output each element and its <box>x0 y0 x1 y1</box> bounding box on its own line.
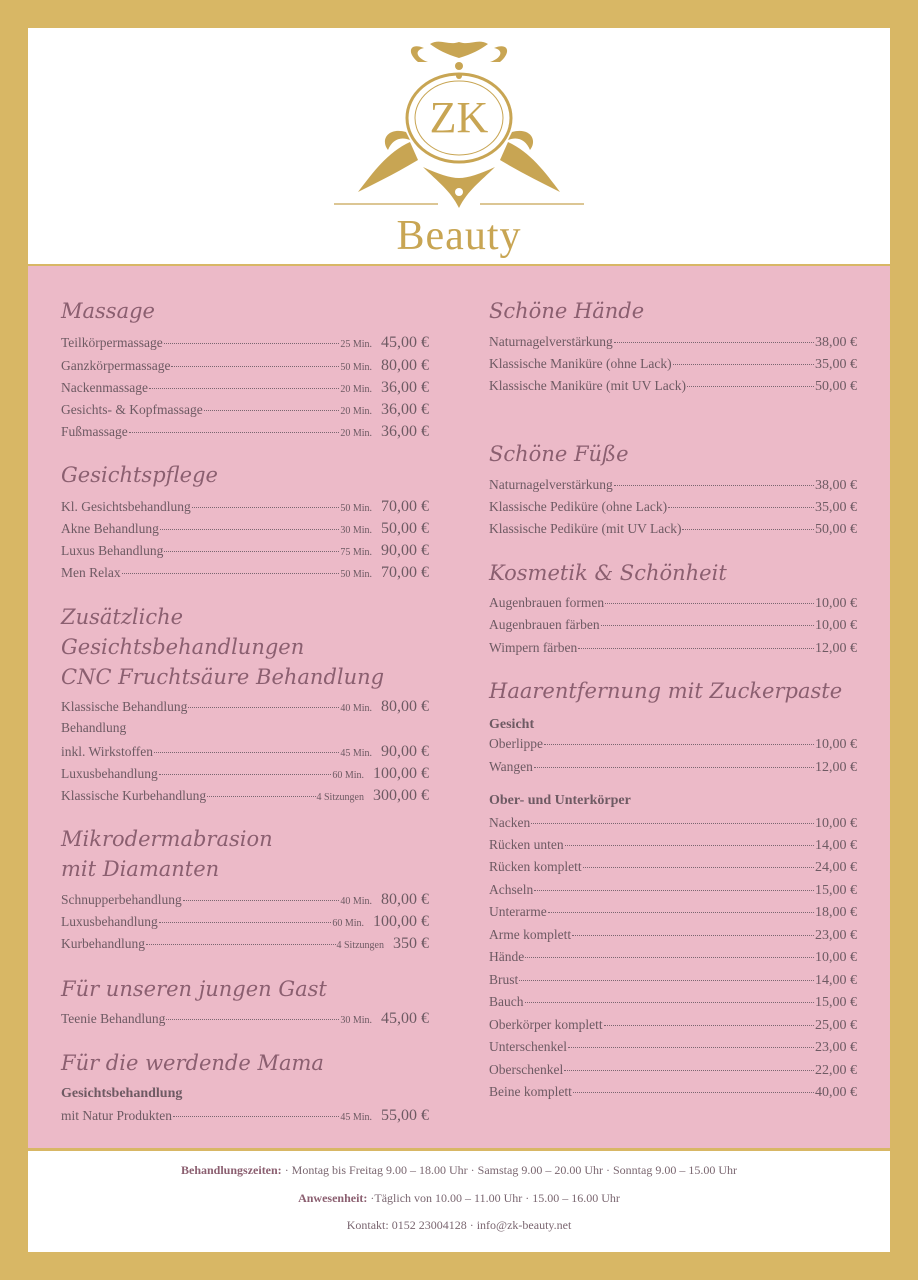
hours-label: Behandlungszeiten: <box>181 1163 282 1177</box>
header <box>28 28 890 264</box>
list-item: Achseln 15,00 € <box>489 882 857 898</box>
subhead-koerper: Ober- und Unterkörper <box>489 793 631 808</box>
section-title-fuesse: Schöne Füße <box>489 442 629 466</box>
section-title-zusaetzliche: Zusätzliche <box>61 605 184 629</box>
list-item: Gesichts- & Kopfmassage 20 Min. 36,00 € <box>61 401 429 418</box>
list-item: Wangen 12,00 € <box>489 759 857 775</box>
subhead-gesicht: Gesicht <box>489 717 535 732</box>
list-item: Schnupperbehandlung 40 Min. 80,00 € <box>61 891 429 908</box>
list-item: Nackenmassage 20 Min. 36,00 € <box>61 379 429 396</box>
price-list <box>28 266 890 1148</box>
section-title-diamanten: mit Diamanten <box>61 857 220 881</box>
list-item: Rücken unten 14,00 € <box>489 837 857 853</box>
list-item: Rücken komplett 24,00 € <box>489 859 857 875</box>
list-item: Klassische Maniküre (mit UV Lack) 50,00 € <box>489 378 857 394</box>
list-item: Unterschenkel 23,00 € <box>489 1039 857 1055</box>
list-item: Oberlippe 10,00 € <box>489 736 857 752</box>
list-item: Wimpern färben 12,00 € <box>489 640 857 656</box>
list-item: Luxusbehandlung 60 Min. 100,00 € <box>61 765 429 782</box>
section-title-jung: Für unseren jungen Gast <box>61 977 327 1001</box>
list-item: Naturnagelverstärkung 38,00 € <box>489 334 857 350</box>
list-item: Nacken 10,00 € <box>489 815 857 831</box>
section-title-mikrodermabrasion: Mikrodermabrasion <box>61 827 273 851</box>
list-item: Akne Behandlung 30 Min. 50,00 € <box>61 520 429 537</box>
list-item: Fußmassage 20 Min. 36,00 € <box>61 423 429 440</box>
section-title-kosmetik: Kosmetik & Schönheit <box>489 561 727 585</box>
footer-presence <box>28 1191 890 1206</box>
list-item: Kl. Gesichtsbehandlung 50 Min. 70,00 € <box>61 498 429 515</box>
list-item: Unterarme 18,00 € <box>489 904 857 920</box>
hours-text: · Montag bis Freitag 9.00 – 18.00 Uhr · Samstag 9.00 – 20.00 Uhr · Sonntag 9.00 – 15.00 Uhr <box>281 1163 737 1177</box>
section-title-massage: Massage <box>61 299 155 323</box>
list-item: Augenbrauen formen 10,00 € <box>489 595 857 611</box>
list-item: Luxus Behandlung 75 Min. 90,00 € <box>61 542 429 559</box>
list-item: mit Natur Produkten 45 Min. 55,00 € <box>61 1107 429 1124</box>
section-title-gesichtspflege: Gesichtspflege <box>61 463 218 487</box>
list-item: Klassische Kurbehandlung 4 Sitzungen 300,00 € <box>61 787 429 804</box>
section-title-haende: Schöne Hände <box>489 299 645 323</box>
list-item: Beine komplett 40,00 € <box>489 1084 857 1100</box>
logo-monogram: ZK <box>429 93 489 142</box>
list-item: Klassische Behandlung 40 Min. 80,00 € <box>61 698 429 715</box>
list-item: Klassische Pediküre (mit UV Lack) 50,00 € <box>489 521 857 537</box>
section-title-mama: Für die werdende Mama <box>61 1051 324 1075</box>
footer-contact: Kontakt: 0152 23004128 · info@zk-beauty.net <box>346 1218 572 1232</box>
subhead-gesichtsbehandlung: Gesichtsbehandlung <box>61 1086 183 1101</box>
section-title-cnc: CNC Fruchtsäure Behandlung <box>61 665 385 689</box>
list-item: inkl. Wirkstoffen 45 Min. 90,00 € <box>61 743 429 760</box>
section-title-haarentfernung: Haarentfernung mit Zuckerpaste <box>489 679 843 703</box>
list-item: Arme komplett 23,00 € <box>489 927 857 943</box>
presence-text: ·Täglich von 10.00 – 11.00 Uhr · 15.00 – 16.00 Uhr <box>367 1191 620 1205</box>
footer-hours <box>28 1163 890 1178</box>
list-item: Luxusbehandlung 60 Min. 100,00 € <box>61 913 429 930</box>
list-item: Kurbehandlung 4 Sitzungen 350 € <box>61 935 429 952</box>
list-item: Teenie Behandlung 30 Min. 45,00 € <box>61 1010 429 1027</box>
list-item: Klassische Maniküre (ohne Lack) 35,00 € <box>489 356 857 372</box>
presence-label: Anwesenheit: <box>298 1191 368 1205</box>
list-item: Augenbrauen färben 10,00 € <box>489 617 857 633</box>
list-item: Klassische Pediküre (ohne Lack) 35,00 € <box>489 499 857 515</box>
brand-name: Beauty <box>396 213 522 259</box>
list-item: Brust 14,00 € <box>489 972 857 988</box>
list-item: Oberschenkel 22,00 € <box>489 1062 857 1078</box>
list-item-line: Behandlung <box>61 720 127 735</box>
list-item: Naturnagelverstärkung 38,00 € <box>489 477 857 493</box>
list-item: Bauch 15,00 € <box>489 994 857 1010</box>
section-title-gesichtsbehandlungen: Gesichtsbehandlungen <box>61 635 305 659</box>
list-item: Oberkörper komplett 25,00 € <box>489 1017 857 1033</box>
list-item: Men Relax 50 Min. 70,00 € <box>61 564 429 581</box>
list-item: Ganzkörpermassage 50 Min. 80,00 € <box>61 357 429 374</box>
list-item: Hände 10,00 € <box>489 949 857 965</box>
footer <box>28 1151 890 1252</box>
list-item: Teilkörpermassage 25 Min. 45,00 € <box>61 334 429 351</box>
